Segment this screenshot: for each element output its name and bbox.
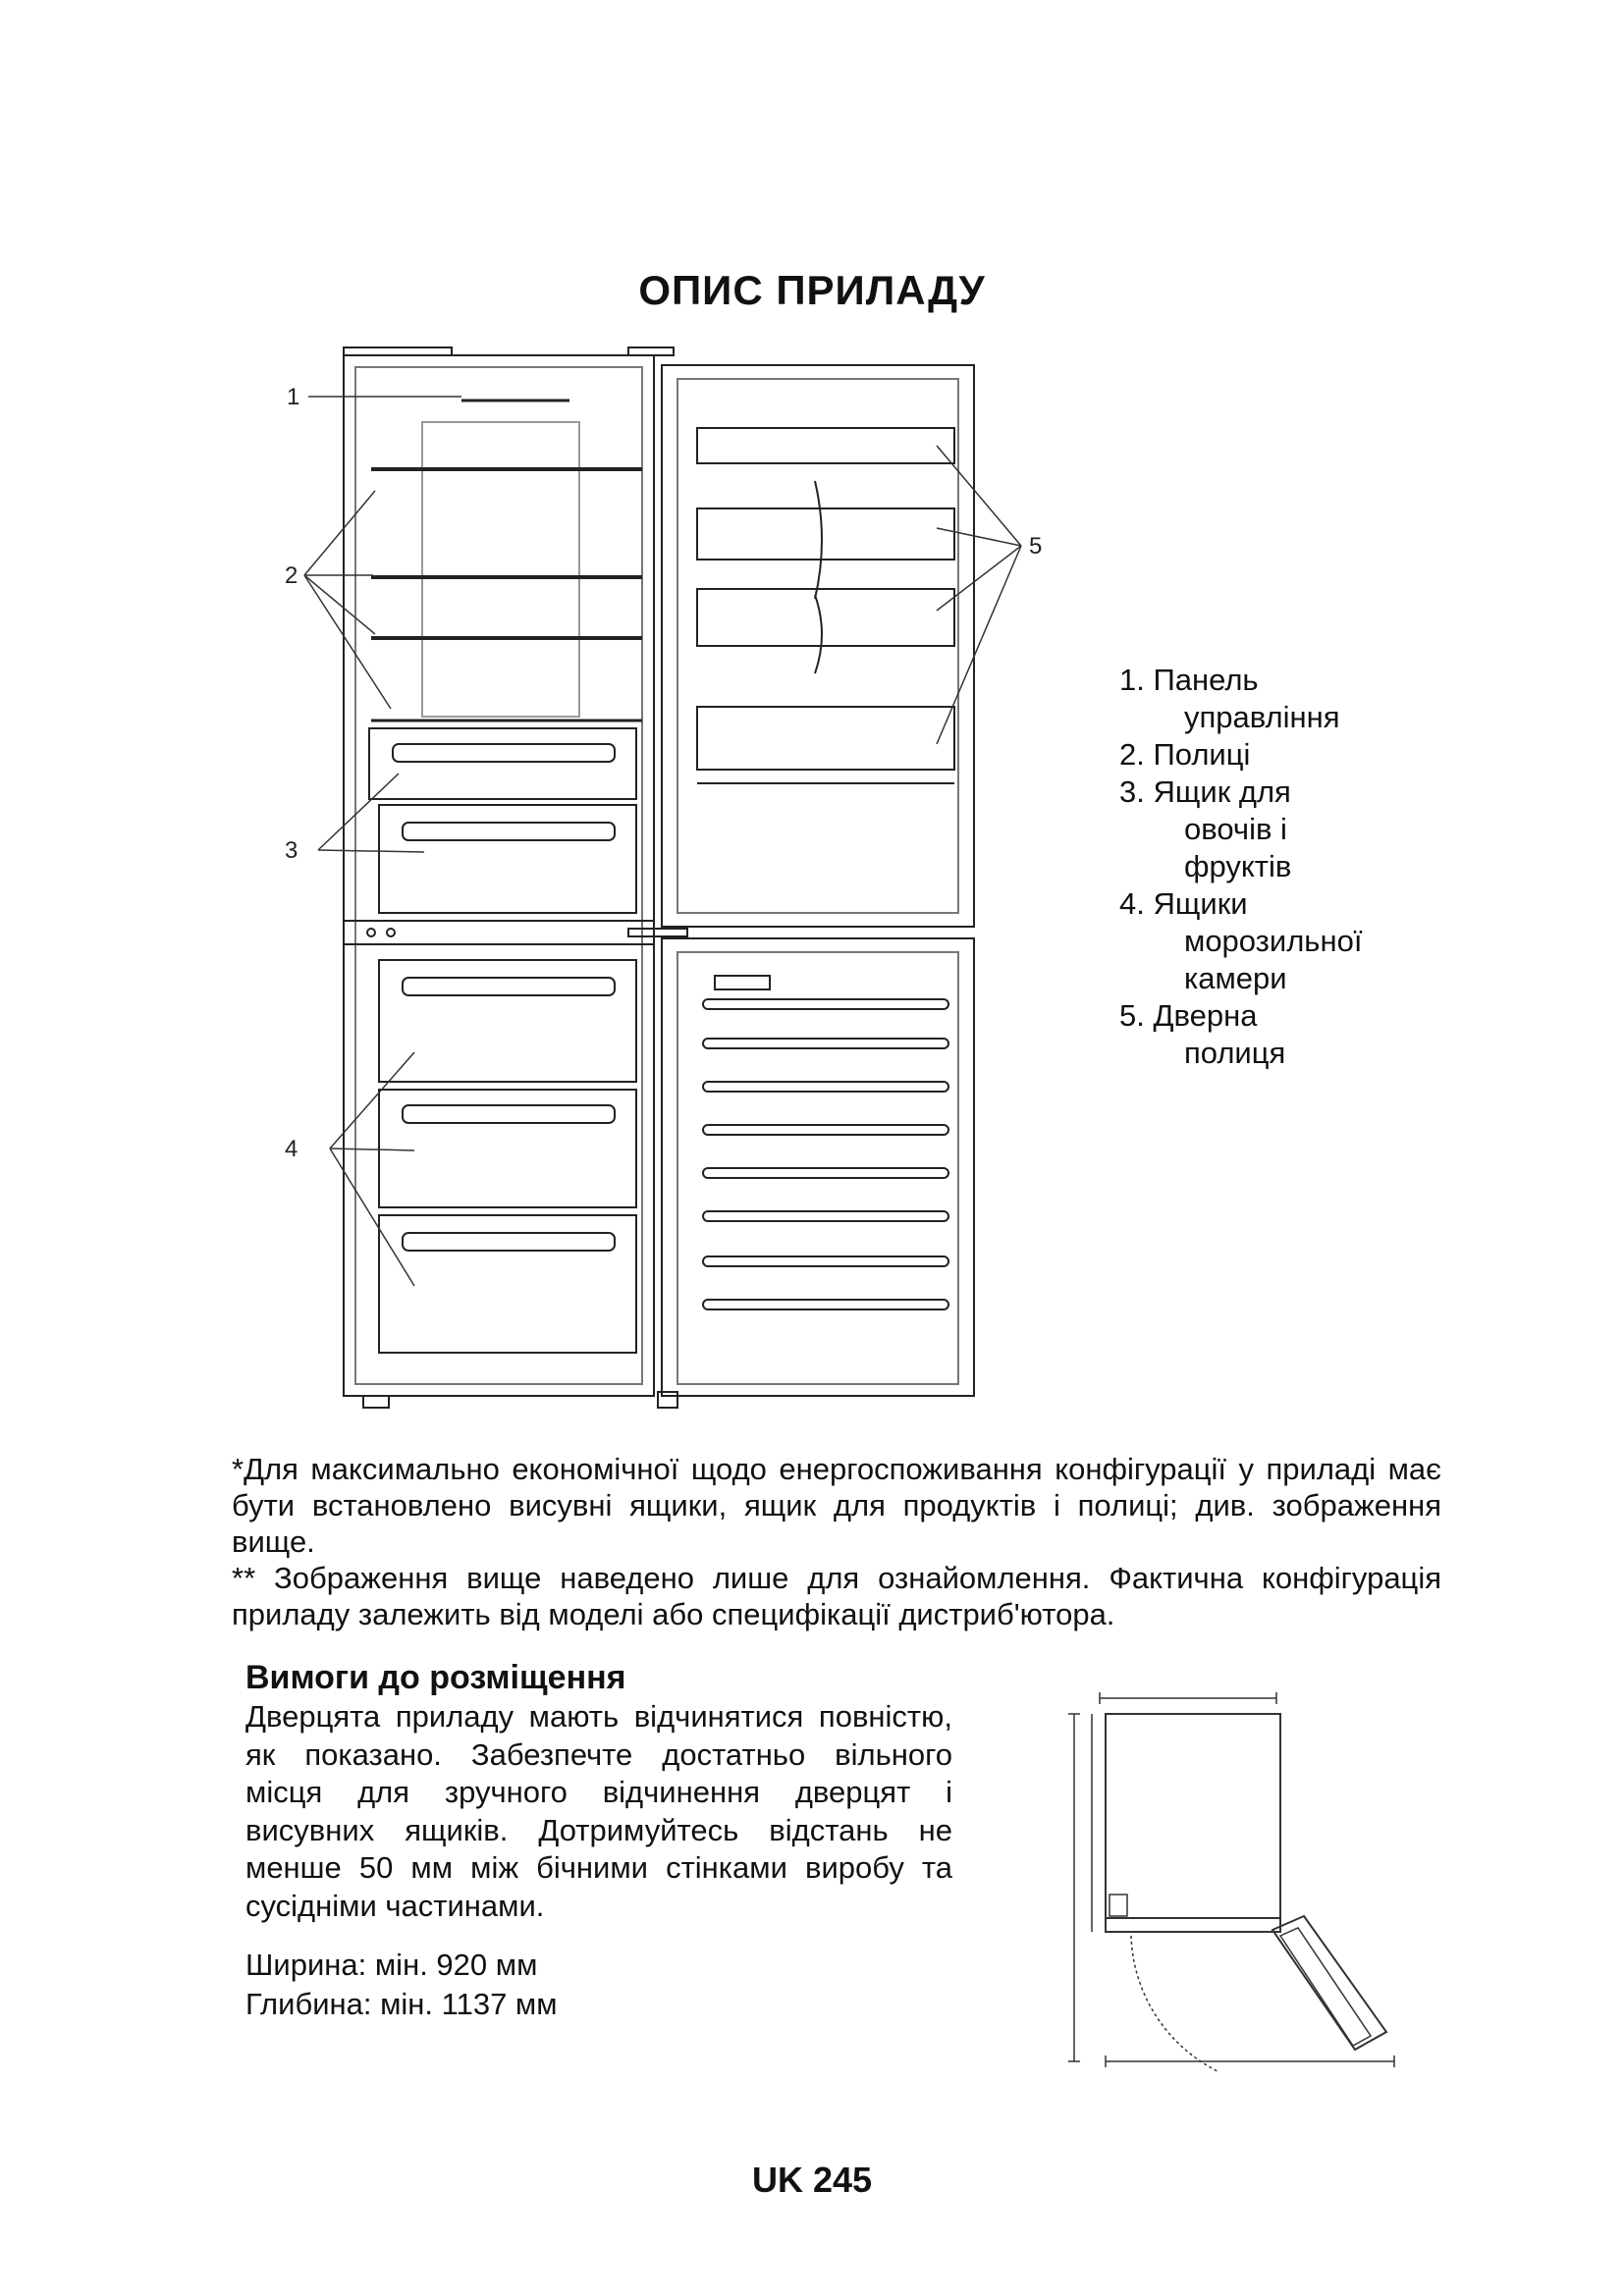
note-paragraph: *Для максимально економічної щодо енергоспоживання конфігурації у приладі має бути встановлено висувні ящики, ящик для продуктів і полиці; див. зображення вище. bbox=[232, 1452, 1441, 1559]
fridge-diagram bbox=[265, 344, 1051, 1423]
legend-item-5 bbox=[1119, 997, 1362, 1072]
note-paragraph: ** Зображення вище наведено лише для ознайомлення. Фактична конфігурація приладу залежить від моделі або специфікації дистриб'ютора. bbox=[232, 1561, 1441, 1631]
callout-4: 4 bbox=[285, 1136, 298, 1162]
legend-text: морозильної bbox=[1184, 924, 1363, 958]
legend-text: Полиці bbox=[1153, 737, 1251, 772]
legend-item-3 bbox=[1119, 774, 1362, 885]
callout-2: 2 bbox=[285, 562, 298, 589]
placement-text: Дверцята приладу мають відчинятися повністю, як показано. Забезпечте достатньо вільного місця для зручного відчинення дверцят і висувних ящиків. Дотримуйтесь відстань не менше 50 мм між бічними стінками виробу та сусідніми частинами. bbox=[245, 1699, 952, 1923]
legend-text: Панель bbox=[1153, 663, 1259, 697]
legend-number: 4. bbox=[1119, 886, 1145, 921]
legend-number: 5. bbox=[1119, 998, 1145, 1033]
legend-number: 2. bbox=[1119, 737, 1145, 772]
legend-text: Ящик для bbox=[1153, 774, 1291, 809]
legend-text: полиця bbox=[1184, 1036, 1286, 1070]
legend-text: Дверна bbox=[1153, 998, 1258, 1033]
parts-legend bbox=[1119, 662, 1362, 1072]
legend-item-2 bbox=[1119, 736, 1362, 774]
legend-text: фруктів bbox=[1184, 849, 1292, 883]
legend-item-1 bbox=[1119, 662, 1362, 736]
legend-item-4 bbox=[1119, 885, 1362, 997]
min-width: Ширина: мін. 920 мм bbox=[245, 1948, 538, 1982]
energy-note bbox=[232, 1451, 1441, 1632]
placement-heading: Вимоги до розміщення bbox=[245, 1659, 626, 1696]
legend-text: Ящики bbox=[1153, 886, 1248, 921]
page-title: ОПИС ПРИЛАДУ bbox=[638, 267, 986, 313]
page-number: UK 245 bbox=[751, 2160, 873, 2200]
legend-number: 3. bbox=[1119, 774, 1145, 809]
callout-1: 1 bbox=[287, 384, 300, 410]
legend-text: камери bbox=[1184, 961, 1287, 995]
callout-5: 5 bbox=[1029, 533, 1043, 560]
callout-3: 3 bbox=[285, 837, 298, 864]
placement-plan-diagram bbox=[1041, 1659, 1453, 2091]
legend-text: овочів і bbox=[1184, 812, 1287, 846]
legend-number: 1. bbox=[1119, 663, 1145, 697]
legend-text: управління bbox=[1184, 700, 1340, 734]
min-depth: Глибина: мін. 1137 мм bbox=[245, 1987, 558, 2021]
